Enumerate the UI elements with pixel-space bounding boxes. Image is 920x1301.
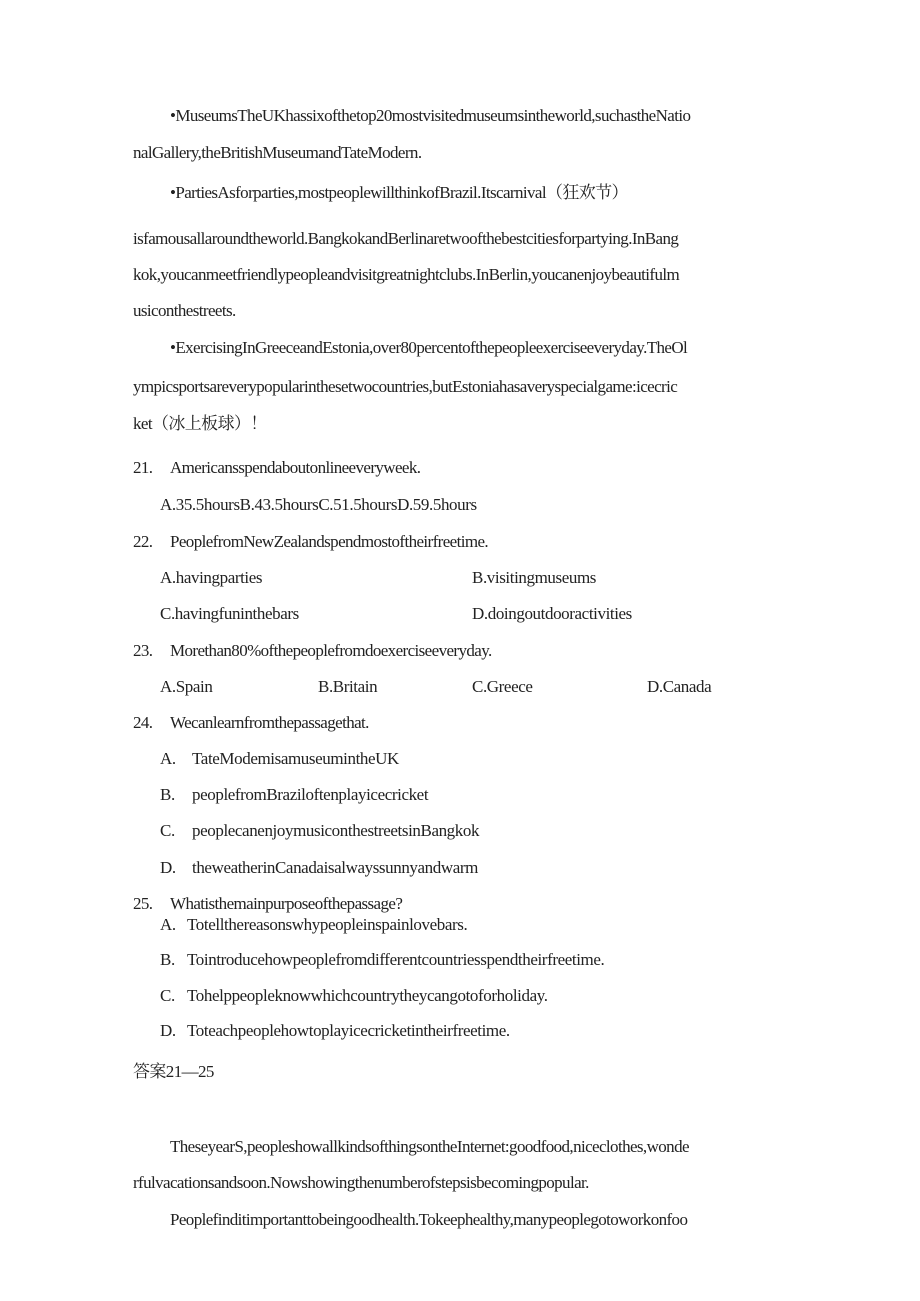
question-24-option-d-text: theweatherinCanadaisalwayssunnyandwarm: [192, 858, 478, 877]
passage-line: Peoplefinditimportanttobeingoodhealth.Tokeephealthy,manypeoplegotoworkonfoo: [170, 1210, 688, 1229]
question-25-option-d-letter: D.: [160, 1021, 176, 1040]
question-25-stem: Whatisthemainpurposeofthepassage?: [170, 894, 403, 913]
question-24-option-b-letter: B.: [160, 785, 175, 804]
question-23-option-b: B.Britain: [318, 677, 378, 696]
question-22-option-b: B.visitingmuseums: [472, 568, 597, 587]
question-24-stem: Wecanlearnfromthepassagethat.: [170, 713, 369, 732]
question-22-number: 22.: [133, 532, 153, 551]
question-25-option-a-letter: A.: [160, 915, 176, 934]
question-23-stem: Morethan80%ofthepeoplefromdoexerciseeveryday.: [170, 641, 492, 660]
question-25-option-b-letter: B.: [160, 950, 175, 969]
question-24-option-c-letter: C.: [160, 821, 175, 840]
question-21-stem: Americansspendaboutonlineeveryweek.: [170, 458, 421, 477]
question-25-option-c-letter: C.: [160, 986, 175, 1005]
question-23-option-a: A.Spain: [160, 677, 213, 696]
answer-label: 答案21—25: [133, 1062, 214, 1081]
question-22-option-d: D.doingoutdooractivities: [472, 604, 632, 623]
passage-line: •ExercisingInGreeceandEstonia,over80percentofthepeopleexerciseeveryday.TheOl: [170, 338, 688, 357]
passage-line: kok,youcanmeetfriendlypeopleandvisitgreatnightclubs.InBerlin,youcanenjoybeautifulm: [133, 265, 680, 284]
passage-line: ket（冰上板球）！: [133, 414, 267, 433]
question-22-option-c: C.havingfuninthebars: [160, 604, 299, 623]
passage-line: •MuseumsTheUKhassixofthetop20mostvisitedmuseumsintheworld,suchastheNatio: [170, 106, 691, 125]
question-23-number: 23.: [133, 641, 153, 660]
passage-line: TheseyearS,peopleshowallkindsofthingsontheInternet:goodfood,niceclothes,wonde: [170, 1137, 689, 1156]
question-21-number: 21.: [133, 458, 153, 477]
question-24-option-d-letter: D.: [160, 858, 176, 877]
question-21-options: A.35.5hoursB.43.5hoursC.51.5hoursD.59.5hours: [160, 495, 477, 514]
question-24-option-a-text: TateModemisamuseumintheUK: [192, 749, 399, 768]
question-25-option-a-text: Totellthereasonswhypeopleinspainlovebars.: [187, 915, 468, 934]
question-24-option-c-text: peoplecanenjoymusiconthestreetsinBangkok: [192, 821, 480, 840]
passage-line: usiconthestreets.: [133, 301, 236, 320]
question-23-option-d: D.Canada: [647, 677, 712, 696]
question-25-option-b-text: Tointroducehowpeoplefromdifferentcountriesspendtheirfreetime.: [187, 950, 605, 969]
passage-line: rfulvacationsandsoon.Nowshowingthenumberofstepsisbecomingpopular.: [133, 1173, 589, 1192]
question-24-option-b-text: peoplefromBraziloftenplayicecricket: [192, 785, 429, 804]
question-22-stem: PeoplefromNewZealandspendmostoftheirfreetime.: [170, 532, 489, 551]
question-24-option-a-letter: A.: [160, 749, 176, 768]
question-25-option-c-text: Tohelppeopleknowwhichcountrytheycangotoforholiday.: [187, 986, 548, 1005]
question-25-number: 25.: [133, 894, 153, 913]
passage-line: isfamousallaroundtheworld.BangkokandBerlinaretwoofthebestcitiesforpartying.InBang: [133, 229, 679, 248]
passage-line: ympicsportsareverypopularinthesetwocountries,butEstoniahasaveryspecialgame:icecric: [133, 377, 678, 396]
question-25-option-d-text: Toteachpeoplehowtoplayicecricketintheirfreetime.: [187, 1021, 510, 1040]
passage-line: nalGallery,theBritishMuseumandTateModern.: [133, 143, 422, 162]
passage-line: •PartiesAsforparties,mostpeoplewillthinkofBrazil.Itscarnival（狂欢节）: [170, 183, 628, 202]
question-22-option-a: A.havingparties: [160, 568, 263, 587]
question-23-option-c: C.Greece: [472, 677, 533, 696]
question-24-number: 24.: [133, 713, 153, 732]
